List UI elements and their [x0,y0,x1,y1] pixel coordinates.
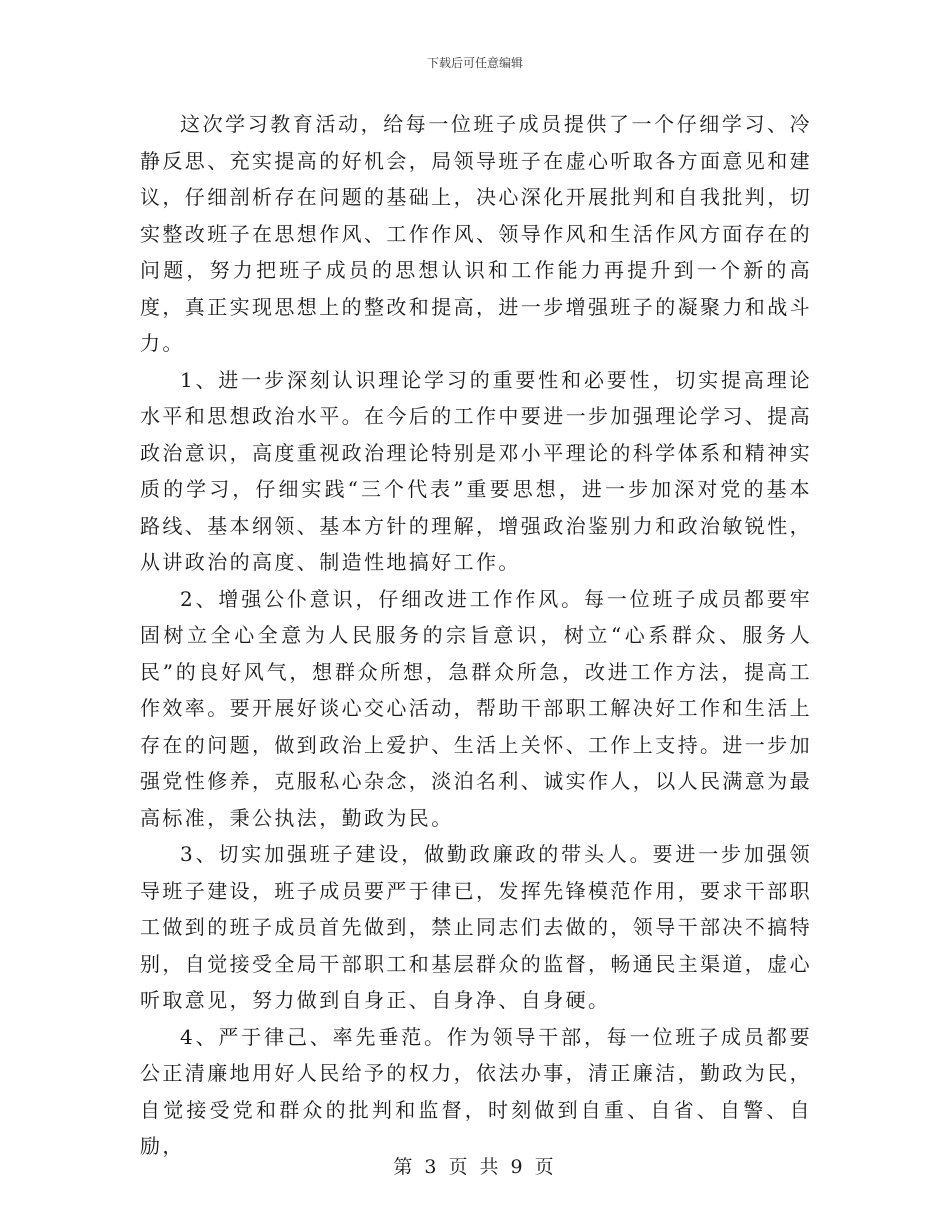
document-body [140,106,812,1165]
paragraph-item-3: 3、切实加强班子建设，做勤政廉政的带头人。要进一步加强领导班子建设，班子成员要严于律已，发挥先锋模范作用，要求干部职工做到的班子成员首先做到，禁止同志们去做的，领导干部决不搞特别，自觉接受全局干部职工和基层群众的监督，畅通民主渠道，虚心听取意见，努力做到自身正、自身净、自身硬。 [140,842,812,1012]
paragraph-intro: 这次学习教育活动，给每一位班子成员提供了一个仔细学习、冷静反思、充实提高的好机会，局领导班子在虚心听取各方面意见和建议，仔细剖析存在问题的基础上，决心深化开展批判和自我批判，切实整改班子在思想作风、工作作风、领导作风和生活作风方面存在的问题，努力把班子成员的思想认识和工作能力再提升到一个新的高度，真正实现思想上的整改和提高，进一步增强班子的凝聚力和战斗力。 [140,112,812,355]
paragraph-item-2: 2、增强公仆意识，仔细改进工作作风。每一位班子成员都要牢固树立全心全意为人民服务的宗旨意识，树立“心系群众、服务人民”的良好风气，想群众所想，急群众所急，改进工作方法，提高工作效率。要开展好谈心交心活动，帮助干部职工解决好工作和生活上存在的问题，做到政治上爱护、生活上关怀、工作上支持。进一步加强党性修养，克服私心杂念，淡泊名利、诚实作人，以人民满意为最高标准，秉公执法，勤政为民。 [140,586,812,830]
paragraph-item-4: 4、严于律己、率先垂范。作为领导干部，每一位班子成员都要公正清廉地用好人民给予的权力，依法办事，清正廉洁，勤政为民，自觉接受党和群众的批判和监督，时刻做到自重、自省、自警、自励， [140,1024,812,1158]
page-header: 下载后可任意编辑 [426,56,523,70]
page-number-footer: 第 3 页 共 9 页 [393,1156,557,1178]
paragraph-item-1: 1、进一步深刻认识理论学习的重要性和必要性，切实提高理论水平和思想政治水平。在今后的工作中要进一步加强理论学习、提高政治意识，高度重视政治理论特别是邓小平理论的科学体系和精神实质的学习，仔细实践“三个代表”重要思想，进一步加深对党的基本路线、基本纲领、基本方针的理解，增强政治鉴别力和政治敏锐性，从讲政治的高度、制造性地搞好工作。 [140,367,812,574]
